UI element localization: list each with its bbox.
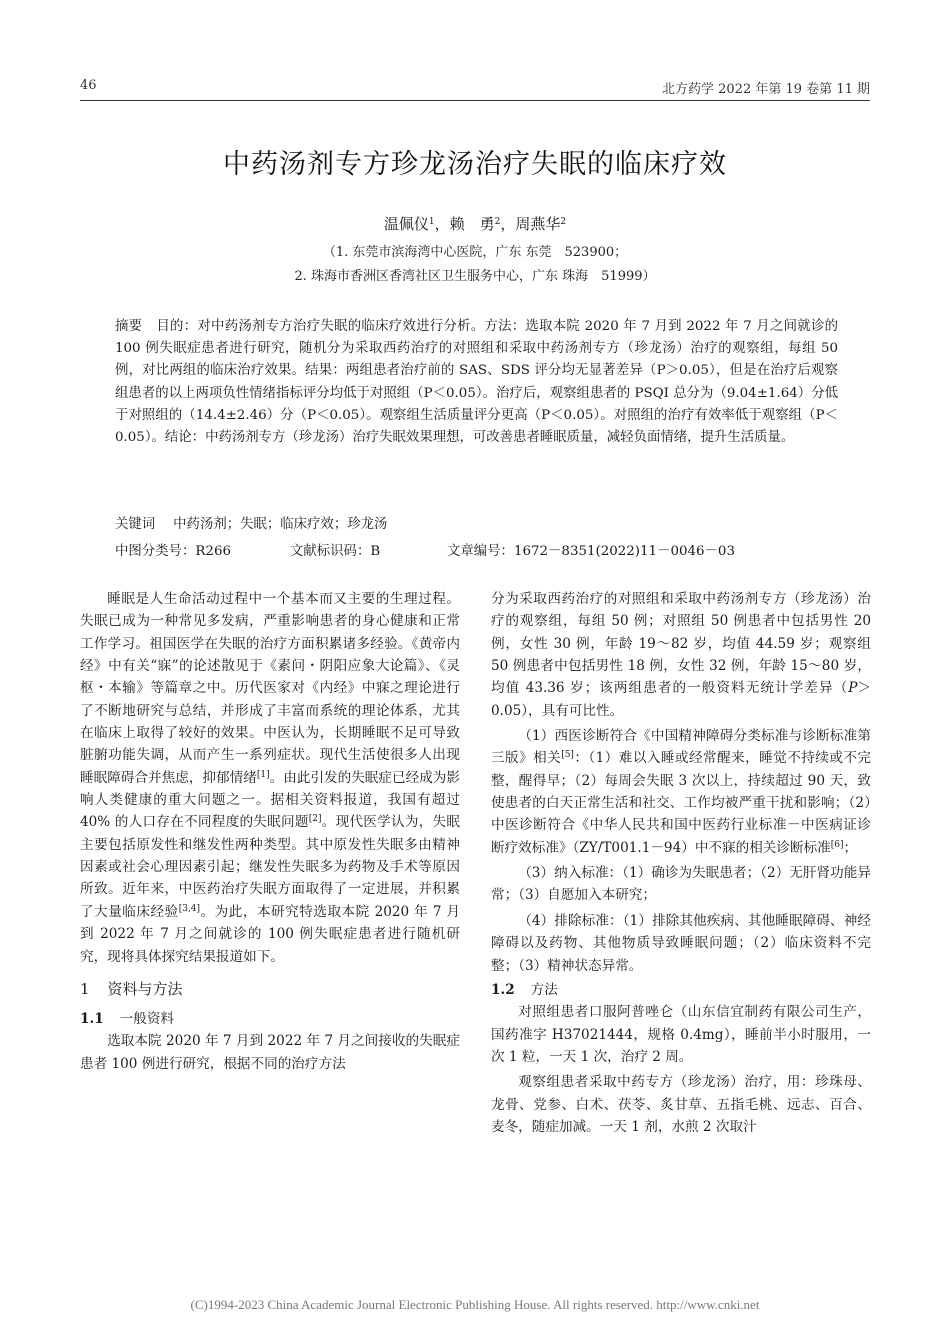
body-right-column [491, 588, 871, 1138]
keywords-text: 中药汤剂；失眠；临床疗效；珍龙汤 [173, 517, 388, 532]
observation-method-paragraph: 观察组患者采取中药专方（珍龙汤）治疗，用：珍珠母、龙骨、党参、白术、茯苓、炙甘草、五指毛桃、远志、百合、麦冬，随症加减。一天 1 剂，水煎 2 次取汁 [491, 1074, 871, 1135]
page-number: 46 [80, 78, 97, 93]
body-left-column [80, 588, 460, 1075]
citation: [2] [308, 814, 322, 825]
section-number: 1.2 [491, 981, 515, 998]
citation: [6] [830, 839, 844, 850]
affiliation-1: （1. 东莞市滨海湾中心医院，广东 东莞 523900； [322, 245, 628, 260]
section-title: 资料与方法 [107, 979, 183, 998]
section-heading-1-2 [491, 979, 871, 1001]
section-heading-1-1 [80, 1008, 460, 1030]
p-symbol: P [848, 680, 858, 697]
text-run: 睡眠是人生命活动过程中一个基本而又主要的生理过程。失眠已成为一种常见多发病，严重影响患者的身心健康和正常工作学习。祖国医学在失眠的治疗方面积累诸多经验。《黄帝内经》中有关“寐”的论述散见于《素问・阴阳应象大论篇》、《灵枢・本输》等篇章之中。历代医家对《内经》中寐之理论进行了不断地研究与总结，并形成了丰富而系统的理论体系，尤其在临床上取得了较好的效果。中医认为，长期睡眠不足可导致脏腑功能失调，从而产生一系列症状。现代生活使很多人出现睡眠障碍合并焦虑，抑郁情绪 [80, 591, 460, 786]
author-separator: ， [500, 215, 516, 233]
citation: [5] [561, 750, 574, 761]
citation: [3,4] [178, 903, 201, 914]
article-number: 文章编号：1672－8351(2022)11－0046－03 [447, 544, 735, 559]
text-run: ：（1）难以入睡或经常醒来，睡觉不持续或不完整，醒得早；（2）每周会失眠 3 次以上，持续超过 90 天，致使患者的白天正常生活和社交、工作均被严重干扰和影响；（2）中医诊断符合《中华人民共和国中医药行业标准－中医病证诊断疗效标准》（ZY/T001.1－94）中不寐的相关诊断标准 [491, 750, 871, 856]
intro-paragraph [80, 588, 460, 968]
header-rule [80, 100, 870, 101]
keywords-label: 关键词 [115, 517, 156, 532]
text-run: 。现代医学认为，失眠主要包括原发性和继发性两种类型。其中原发性失眠多由精神因素或社会心理因素引起；继发性失眠多为药物及手术等原因所致。近年来，中医药治疗失眠方面取得了一定进展，并积累了大量临床经验 [80, 814, 460, 920]
abstract-label: 摘要 [115, 319, 143, 334]
article-title: 中药汤剂专方珍龙汤治疗失眠的临床疗效 [223, 149, 727, 180]
document-code: 文献标识码：B [290, 544, 381, 559]
section-title: 一般资料 [119, 1010, 175, 1027]
abstract-text: 目的：对中药汤剂专方治疗失眠的临床疗效进行分析。方法：选取本院 2020 年 7 月到 2022 年 7 月之间就诊的 100 例失眠症患者进行研究，随机分为采取西药治疗的对照组和采取中药汤剂专方（珍龙汤）治疗的观察组，每组 50 例，对比两组的临床治疗效果。结果：两组患者治疗前的 SAS、SDS 评分均无显著差异（P＞0.05），但是在治疗后观察组患者的以上两项负性情绪指标评分均低于对照组（P＜0.05）。治疗后，观察组患者的 PSQI 总分为（9.04±1.64）分低于对照组的（14.4±2.46）分（P＜0.05）。观察组生活质量评分更高（P＜0.05）。对照组的治疗有效率低于观察组（P＜0.05）。结论：中药汤剂专方（珍龙汤）治疗失眠效果理想，可改善患者睡眠质量，减轻负面情绪，提升生活质量。 [115, 319, 838, 446]
text-run: （1）西医诊断符合《中国精神障碍分类标准与诊断标准第三版》相关 [491, 728, 871, 767]
text-run: 。为此，本研究特选取本院 2020 年 7 月到 2022 年 7 月之间就诊的 100 例失眠症患者进行随机研究，现将具体探究结果报道如下。 [80, 903, 460, 965]
affiliation-2: 2. 珠海市香洲区香湾社区卫生服务中心，广东 珠海 51999） [294, 269, 656, 284]
text-run: ＞0.05），具有可比性。 [491, 680, 871, 719]
exclusion-criteria-paragraph: （4）排除标准：（1）排除其他疾病、其他睡眠障碍、神经障碍以及药物、其他物质导致睡眠问题；（2）临床资料不完整；（3）精神状态异常。 [491, 912, 871, 974]
text-run: 。由此引发的失眠症已经成为影响人类健康的重大问题之一。据相关资料报道，我国有超过 40% 的人口存在不同程度的失眠问题 [80, 769, 461, 831]
copyright-footer: (C)1994-2023 China Academic Journal Electronic Publishing House. All rights reserved. http://www.cnki.net [190, 1297, 760, 1312]
abstract [115, 316, 838, 449]
author-name: 温佩仪 [383, 215, 429, 233]
section-title: 方法 [530, 981, 558, 998]
citation: [1] [256, 769, 270, 780]
section-number: 1 [80, 979, 90, 998]
section-number: 1.1 [80, 1010, 104, 1027]
continued-paragraph [491, 588, 871, 722]
diagnosis-criteria-paragraph [491, 725, 871, 859]
keywords [115, 514, 838, 536]
text-run: ； [843, 839, 858, 856]
section-heading-1 [80, 978, 460, 1000]
author-name: 赖 勇 [449, 215, 495, 233]
author-affiliation-mark: 2 [494, 217, 501, 227]
clc-number: 中图分类号：R266 [115, 544, 231, 559]
author-affiliation-mark: 2 [560, 217, 567, 227]
author-separator: ， [434, 215, 450, 233]
author-name: 周燕华 [515, 215, 561, 233]
inclusion-criteria-paragraph: （3）纳入标准：（1）确诊为失眠患者；（2）无肝肾功能异常；（3）自愿加入本研究； [491, 865, 871, 904]
author-list [0, 213, 950, 234]
journal-issue: 北方药学 2022 年第 19 卷第 11 期 [662, 82, 870, 97]
general-data-paragraph: 选取本院 2020 年 7 月到 2022 年 7 月之间接收的失眠症患者 100 例进行研究，根据不同的治疗方法 [80, 1033, 460, 1072]
text-run: 分为采取西药治疗的对照组和采取中药汤剂专方（珍龙汤）治疗的观察组，每组 50 例；对照组 50 例患者中包括男性 20 例，女性 30 例，年龄 19～82 岁，均值 44.59 岁；观察组 50 例患者中包括男性 18 例，女性 32 例，年龄 15～80 岁，均值 43.36 岁；该两组患者的一般资料无统计学差异（ [491, 591, 871, 697]
control-method-paragraph: 对照组患者口服阿普唑仑（山东信宜制药有限公司生产，国药准字 H37021444，规格 0.4mg），睡前半小时服用，一次 1 粒，一天 1 次，治疗 2 周。 [491, 1004, 871, 1065]
article-meta [115, 541, 735, 563]
author-affiliation-mark: 1 [428, 217, 435, 227]
